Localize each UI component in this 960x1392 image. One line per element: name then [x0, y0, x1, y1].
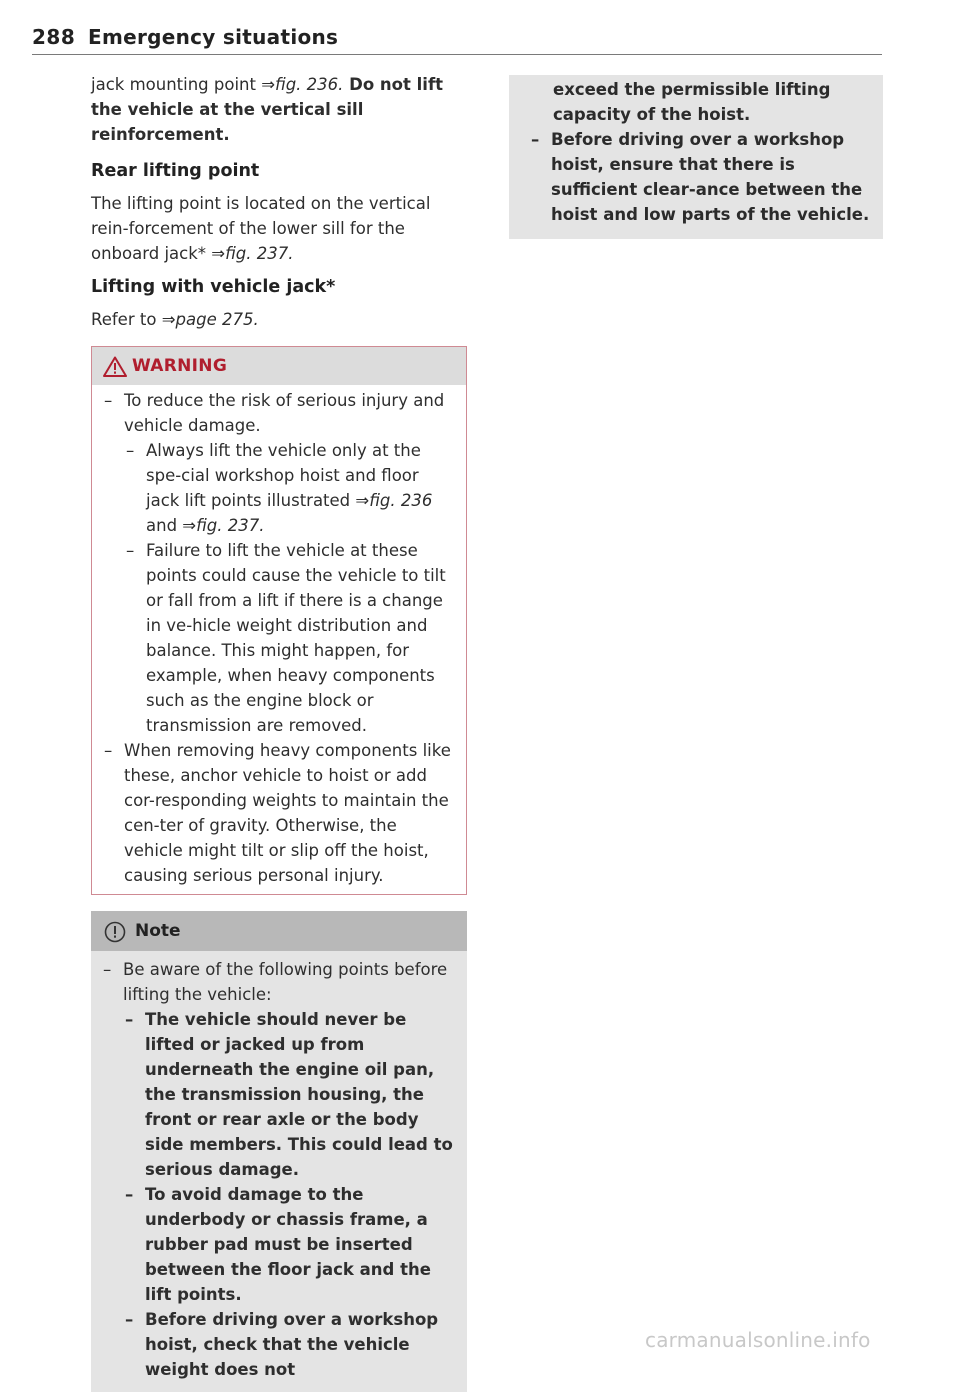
fig-237-link[interactable]: ⇒fig. 237.: [211, 244, 294, 263]
warning-box: [91, 346, 467, 895]
note-label: Note: [135, 921, 181, 941]
note-continuation-body: [509, 75, 883, 231]
warning-and: and: [146, 516, 183, 535]
rear-lifting-paragraph: [91, 191, 467, 266]
vehicle-jack-heading: Lifting with vehicle jack*: [91, 277, 336, 297]
intro-paragraph: [91, 72, 467, 147]
warning-subitem: [104, 438, 454, 538]
warning-subitem-text: Always lift the vehicle only at the spe-cial workshop hoist and floor jack lift points illustrated: [146, 441, 421, 510]
note-subitem: – The vehicle should never be lifted or jacked up from underneath the engine oil pan, the transmission housing, the front or rear axle or the body side members. This could lead to serious damage.: [103, 1007, 455, 1182]
note-body: [91, 951, 467, 1386]
note-continuation-box: [509, 75, 883, 239]
note-box: [91, 911, 467, 1392]
warning-subitem: – Failure to lift the vehicle at these points could cause the vehicle to tilt or fall from a lift if there is a change in ve-hicle weight distribution and balance. This might happen, for example, when heavy components such as the engine block or transmission are removed.: [104, 538, 454, 738]
warning-triangle-icon: [103, 356, 127, 377]
warning-label: WARNING: [132, 356, 228, 376]
page-header: [32, 22, 882, 55]
section-title: Emergency situations: [88, 25, 339, 49]
rear-lifting-heading: Rear lifting point: [91, 161, 260, 181]
note-subitem: – To avoid damage to the underbody or chassis frame, a rubber pad must be inserted between the floor jack and the lift points.: [103, 1182, 455, 1307]
intro-text: jack mounting point: [91, 75, 262, 94]
intro-bold-b: the vehicle at the vertical sill reinforcement.: [91, 100, 364, 144]
warning-item: – To reduce the risk of serious injury and vehicle damage.: [104, 388, 454, 438]
note-subitem: – Before driving over a workshop hoist, check that the vehicle weight does not: [103, 1307, 455, 1382]
rear-lifting-text: The lifting point is located on the vertical rein-forcement of the lower sill for the onboard jack*: [91, 194, 431, 263]
page-275-link[interactable]: ⇒page 275.: [161, 310, 259, 329]
page-number: 288: [32, 25, 76, 49]
note-item: – Be aware of the following points before lifting the vehicle:: [103, 957, 455, 1007]
vehicle-jack-text: Refer to: [91, 310, 162, 329]
warning-item: – When removing heavy components like these, anchor vehicle to hoist or add cor-responding weights to maintain the cen-ter of gravity. Otherwise, the vehicle might tilt or slip off the hoist, causing serious personal injury.: [104, 738, 454, 888]
left-column: [91, 72, 467, 1392]
fig-236-link[interactable]: ⇒fig. 236: [355, 491, 433, 510]
vehicle-jack-paragraph: [91, 307, 467, 332]
note-subitem: – Before driving over a workshop hoist, ensure that there is sufficient clear-ance between the hoist and low parts of the vehicle.: [531, 127, 871, 227]
note-continuation-text: exceed the permissible lifting capacity of the hoist.: [553, 80, 831, 124]
warning-header: [92, 347, 466, 385]
fig-236-link[interactable]: ⇒fig. 236.: [261, 75, 344, 94]
note-header: [91, 911, 467, 951]
watermark: carmanualsonline.info: [645, 1328, 871, 1352]
warning-body: [92, 385, 466, 894]
note-info-icon: [104, 921, 126, 943]
intro-bold-a: Do not lift: [343, 75, 444, 94]
fig-237-link[interactable]: ⇒fig. 237.: [182, 516, 265, 535]
